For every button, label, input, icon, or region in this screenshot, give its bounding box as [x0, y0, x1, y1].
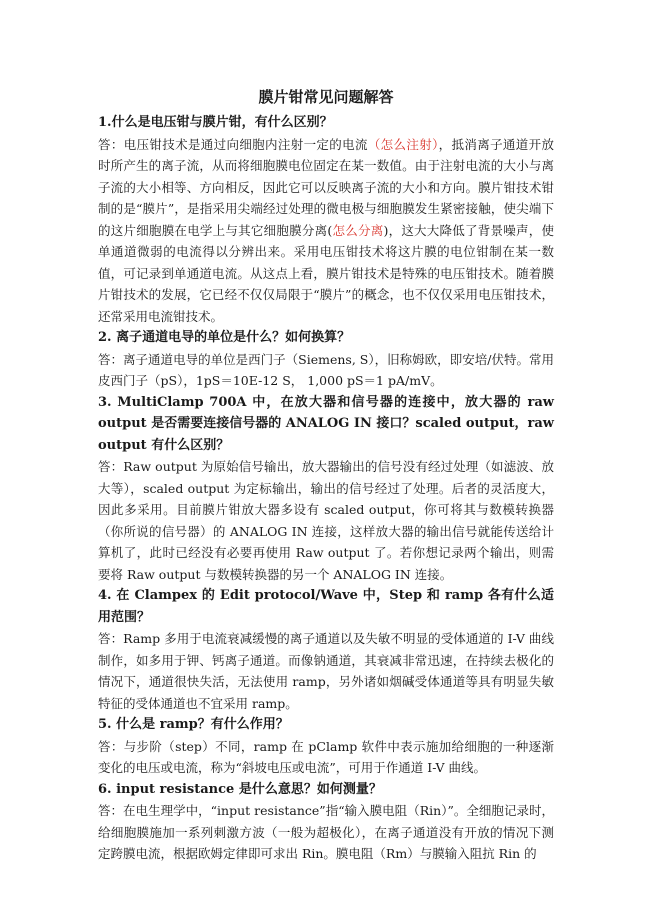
document-title: 膜片钳常见问题解答	[258, 88, 394, 106]
answer-6: 答：在电生理学中，“input resistance”指“输入膜电阻（Rin）”。全细胞记录时，给细胞膜施加一系列刺激方波（一般为超极化），在离子通道没有开放的情况下测定跨膜电流，根据欧姆定律即可求出 Rin。膜电阻（Rm）与膜输入阻抗 Rin 的	[98, 803, 554, 861]
question-2: 2. 离子通道电导的单位是什么？如何换算？	[98, 330, 351, 345]
question-6: 6. input resistance 是什么意思？如何测量？	[98, 781, 382, 797]
answer-3: 答：Raw output 为原始信号输出，放大器输出的信号没有经过处理（如滤波、放大等），scaled output 为定标输出，输出的信号经过了处理。后者的灵活度大，因此多采用。目前膜片钳放大器多设有 scaled output，你可将其与数模转换器（你所说的信号器）的 ANALOG IN 连接，这样放大器的输出信号就能传送给计算机了，此时已经没有必要再使用 Raw output 了。若你想记录两个输出，则需要将 Raw output 与数模转换器的另一个 ANALOG IN 连接。	[98, 459, 554, 582]
answer-1-red-note-b: 怎么分离	[332, 222, 384, 238]
answer-5: 答：与步阶（step）不同，ramp 在 pClamp 软件中表示施加给细胞的一种逐渐变化的电压或电流，称为“斜坡电压或电流”，可用于作通道 I-V 曲线。	[98, 738, 554, 775]
answer-1	[98, 134, 554, 328]
question-3: 3. MultiClamp 700A 中，在放大器和信号器的连接中，放大器的 raw output 是否需要连接信号器的 ANALOG IN 接口？scaled output，raw output 有什么区别？	[98, 394, 554, 453]
answer-1-text-c: )，这大大降低了背景噪声，使单通道微弱的电流得以分辨出来。采用电压钳技术将这片膜的电位钳制在某一数值，可记录到单通道电流。从这点上看，膜片钳技术是特殊的电压钳技术。随着膜片钳技术的发展，它已经不仅仅局限于“膜片”的概念，也不仅仅采用电压钳技术，还常采用电流钳技术。	[98, 222, 554, 324]
answer-2: 答：离子通道电导的单位是西门子（Siemens, S），旧称姆欧，即安培/伏特。常用皮西门子（pS），1pS＝10E-12 S， 1,000 pS＝1 pA/mV。	[98, 351, 554, 388]
answer-4: 答：Ramp 多用于电流衰减缓慢的离子通道以及失敏不明显的受体通道的 I-V 曲线制作，如多用于钾、钙离子通道。而像钠通道，其衰减非常迅速，在持续去极化的情况下，通道很快失活，无法使用 ramp，另外诸如烟碱受体通道等具有明显失敏特征的受体通道也不宜采用 ramp。	[98, 631, 554, 711]
answer-1-text-b: ，抵消离子通道开放时所产生的离子流，从而将细胞膜电位固定在某一数值。由于注射电流的大小与离子流的大小相等、方向相反，因此它可以反映离子流的大小和方向。膜片钳技术钳制的是“膜片”，是指采用尖端经过处理的微电极与细胞膜发生紧密接触，使尖端下的这片细胞膜在电学上与其它细胞膜分离(	[98, 136, 554, 238]
question-1: 1.什么是电压钳与膜片钳，有什么区别？	[98, 115, 333, 130]
question-5: 5. 什么是 ramp？有什么作用？	[98, 717, 289, 732]
document-body	[98, 84, 554, 865]
answer-1-text-a: 答：电压钳技术是通过向细胞内注射一定的电流	[98, 136, 368, 152]
question-4: 4. 在 Clampex 的 Edit protocol/Wave 中，Step 和 ramp 各有什么适用范围？	[98, 588, 554, 625]
answer-1-red-note-a: （怎么注射）	[367, 136, 439, 152]
